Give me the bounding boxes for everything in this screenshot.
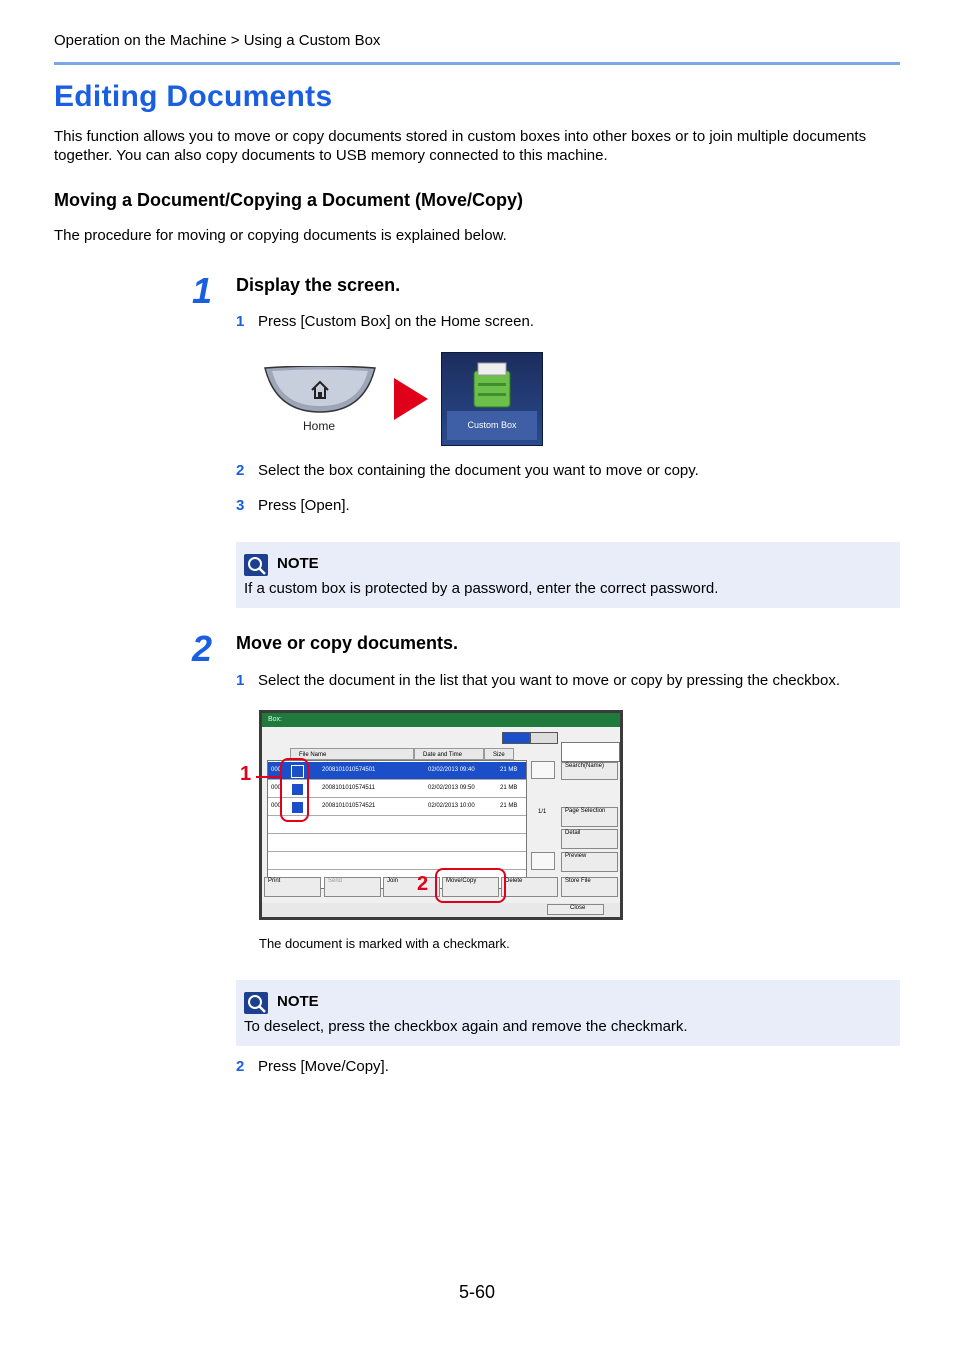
step-1-number: 1: [192, 270, 213, 311]
step-2-number: 2: [192, 628, 213, 669]
note-label: NOTE: [277, 555, 319, 572]
breadcrumb: Operation on the Machine > Using a Custom Box: [54, 32, 381, 49]
col-size: Size: [484, 748, 514, 760]
preview-button: Preview: [561, 852, 618, 872]
step-2-heading: Move or copy documents.: [236, 633, 459, 653]
callout-2: 2: [417, 873, 429, 895]
page-number: 5-60: [459, 1282, 496, 1302]
callout-1: 1: [240, 763, 252, 785]
move-copy-button: Move/Copy: [442, 877, 499, 897]
callout-1-line: [256, 776, 280, 778]
thumbnail-view-icon: [530, 732, 558, 744]
note-label: NOTE: [277, 993, 319, 1010]
col-date: Date and Time: [414, 748, 484, 760]
section-heading: Moving a Document/Copying a Document (Move/Copy): [54, 190, 524, 210]
note-icon: [244, 554, 268, 576]
step-1-substep-1: 1 Press [Custom Box] on the Home screen.: [236, 313, 534, 330]
house-icon: [310, 380, 330, 400]
custom-box-label: Custom Box: [447, 411, 537, 440]
home-button: [264, 366, 376, 414]
page-selection-button: Page Selection: [561, 807, 618, 827]
intro-paragraph: This function allows you to move or copy documents stored in custom boxes into other boxes or to join multiple documents together. You can also copy documents to USB memory connected to this machine.: [54, 128, 867, 164]
screen-title: Box:: [262, 713, 620, 727]
join-button: Join: [383, 877, 440, 897]
note-box: [236, 542, 900, 608]
col-file-name: File Name: [290, 748, 414, 760]
custom-box-button: [441, 352, 543, 446]
note-icon: [244, 992, 268, 1014]
arrow-right-icon: [394, 378, 428, 420]
step-1-substep-3: 3 Press [Open].: [236, 497, 350, 514]
close-button: Close: [547, 904, 604, 915]
detail-button: Detail: [561, 829, 618, 849]
screen-footer: [262, 903, 620, 917]
header-rule: [54, 62, 900, 65]
move-copy-highlight: [435, 868, 506, 903]
note-text: To deselect, press the checkbox again and remove the checkmark.: [244, 1018, 688, 1035]
note-text: If a custom box is protected by a password, enter the correct password.: [244, 580, 719, 597]
table-row: 000 2008101010574521 02/02/2013 10:00 21 MB: [268, 798, 526, 816]
search-field: [561, 742, 620, 762]
step-1-heading: Display the screen.: [236, 275, 401, 295]
table-row: 000 2008101010574511 02/02/2013 09:50 21 MB: [268, 780, 526, 798]
box-icon: [470, 361, 514, 409]
page-indicator: 1/1: [538, 809, 547, 815]
search-name-button: Search(Name): [561, 762, 618, 780]
send-button: Send: [324, 877, 381, 897]
table-row: 000 20081010105745​01 02/02/2013 09:40 21 MB: [268, 762, 526, 780]
list-view-icon: [502, 732, 530, 744]
scroll-up-icon: [531, 761, 555, 779]
delete-button: Delete: [501, 877, 558, 897]
step-2-substep-1: 1 Select the document in the list that you want to move or copy by pressing the checkbox.: [236, 672, 840, 689]
home-label: Home: [303, 419, 336, 433]
page-title: Editing Documents: [54, 80, 333, 113]
table-row: [268, 834, 526, 852]
screen-caption: The document is marked with a checkmark.: [259, 936, 510, 951]
section-lead: The procedure for moving or copying documents is explained below.: [54, 227, 507, 244]
note-box-2: [236, 980, 900, 1046]
step-1-substep-2: 2 Select the box containing the document you want to move or copy.: [236, 462, 699, 479]
print-button: Print: [264, 877, 321, 897]
scroll-down-icon: [531, 852, 555, 870]
store-file-button: Store File: [561, 877, 618, 897]
checkbox-highlight: [280, 758, 309, 822]
step-2-substep-2: 2 Press [Move/Copy].: [236, 1058, 389, 1075]
